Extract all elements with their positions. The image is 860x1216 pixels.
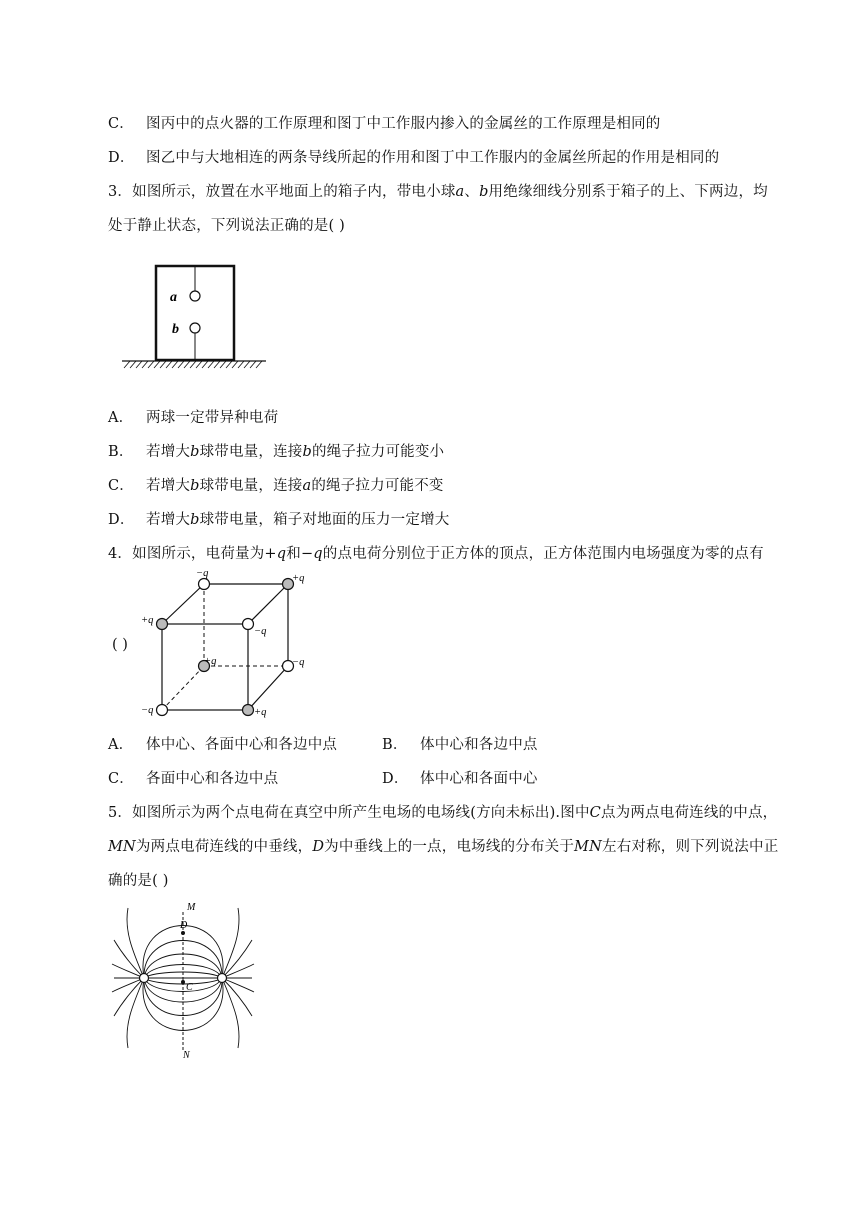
label-C: C: [186, 982, 193, 993]
q4-stem-line1: 4．如图所示，电荷量为+𝑞和−𝑞的点电荷分别位于正方体的顶点，正方体范围内电场强度为零的点有: [108, 546, 764, 562]
label-bottom-back-left: +q: [204, 656, 217, 667]
label-bottom-front-left: −q: [141, 705, 154, 716]
charge-bottom-front-left: [157, 705, 168, 716]
q4-answer-paren: ( ): [112, 637, 128, 653]
cube-depth-top-right: [248, 584, 288, 624]
charge-top-back-left: [199, 579, 210, 590]
ground-hatching: [124, 361, 262, 368]
ball-b: [190, 323, 200, 333]
label-top-back-left: −q: [196, 568, 209, 579]
label-b: b: [172, 322, 179, 337]
q4-option-b: B． 体中心和各边中点: [382, 737, 538, 753]
q3-stem-line1: 3．如图所示，放置在水平地面上的箱子内，带电小球𝑎、𝑏用绝缘细线分别系于箱子的上、下两边，均: [108, 184, 768, 200]
q4-option-a: A． 体中心、各面中心和各边中点: [108, 737, 338, 753]
q5-stem-line3: 确的是( ): [108, 873, 169, 889]
q3-option-a: A． 两球一定带异种电荷: [108, 410, 279, 426]
charge-bottom-front-right: [243, 705, 254, 716]
q2-option-c: C． 图丙中的点火器的工作原理和图丁中工作服内掺入的金属丝的工作原理是相同的: [108, 116, 661, 132]
q2-option-d: D． 图乙中与大地相连的两条导线所起的作用和图丁中工作服内的金属丝所起的作用是相同的: [108, 150, 720, 166]
q4-option-d: D． 体中心和各面中心: [382, 771, 538, 787]
label-top-front-left: +q: [141, 615, 154, 626]
cube-depth-bottom-right: [248, 666, 288, 710]
label-bottom-back-right: −q: [292, 657, 305, 668]
q3-stem-line2: 处于静止状态，下列说法正确的是( ): [108, 218, 346, 234]
charge-top-front-left: [157, 619, 168, 630]
label-D: D: [180, 920, 188, 931]
charge-top-front-right: [243, 619, 254, 630]
charge-left: [140, 974, 149, 983]
q3-option-c: C． 若增大𝑏球带电量，连接𝑎的绳子拉力可能不变: [108, 478, 444, 494]
q4-cube-figure: [130, 568, 320, 718]
label-bottom-front-right: +q: [254, 707, 267, 718]
cube-depth-top-left: [162, 584, 204, 624]
q5-stem-line2: 𝑀𝑁为两点电荷连线的中垂线，𝐷为中垂线上的一点，电场线的分布关于𝑀𝑁左右对称，则下列说法中正: [108, 839, 779, 855]
q5-field-lines-figure: [110, 900, 260, 1060]
label-N: N: [183, 1050, 190, 1061]
label-a: a: [170, 290, 177, 305]
label-M: M: [187, 902, 196, 913]
label-top-front-right: −q: [254, 626, 267, 637]
label-top-back-right: +q: [292, 573, 305, 584]
ball-a: [190, 291, 200, 301]
q4-option-c: C． 各面中心和各边中点: [108, 771, 279, 787]
point-d: [181, 931, 185, 935]
charge-right: [218, 974, 227, 983]
point-c: [181, 980, 185, 984]
q3-box-figure: [120, 260, 270, 375]
cube-depth-bottom-left-dashed: [162, 666, 204, 710]
q3-option-d: D． 若增大𝑏球带电量，箱子对地面的压力一定增大: [108, 512, 450, 528]
q3-option-b: B． 若增大𝑏球带电量，连接𝑏的绳子拉力可能变小: [108, 444, 445, 460]
q5-stem-line1: 5．如图所示为两个点电荷在真空中所产生电场的电场线(方向未标出).图中𝐶点为两点电荷连线的中点，: [108, 805, 778, 821]
